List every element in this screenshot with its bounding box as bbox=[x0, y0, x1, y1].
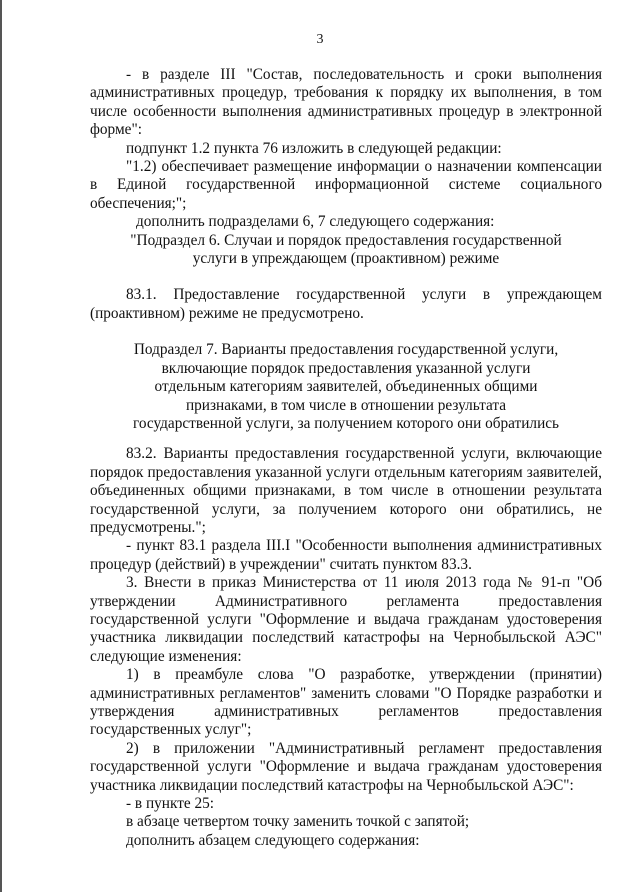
paragraph-add-subsections: дополнить подразделами 6, 7 следующего содержания: bbox=[136, 213, 495, 231]
paragraph-83-1: 83.1. Предоставление государственной услуги в упреждающем (проактивном) режиме не предусмотрено. bbox=[90, 286, 602, 322]
document-body bbox=[90, 66, 602, 850]
page-number: 3 bbox=[316, 32, 324, 47]
paragraph-section-iii: - в разделе III "Состав, последовательность и сроки выполнения административных процедур, требования к порядку их выполнения, в том числе особенности выполнения административных процедур в электронной форме": bbox=[90, 66, 602, 139]
paragraph-83-2: 83.2. Варианты предоставления государственной услуги, включающие порядок предоставления указанной услуги отдельным категориям заявителей, объединенных общими признаками, в том числе в отношении результата государственной услуги, за получением которого они обратились, не предусмотрены."; bbox=[90, 445, 602, 536]
paragraph-83-1-renumber: - пункт 83.1 раздела III.I "Особенности выполнения административных процедур (действий) в учреждении" считать пунктом 83.3. bbox=[90, 537, 602, 573]
paragraph-abzac-4: в абзаце четвертом точку заменить точкой с запятой; bbox=[126, 813, 470, 831]
paragraph-appendix-change: 2) в приложении "Административный регламент предоставления государственной услуги "Оформление и выдача гражданам удостоверения участника ликвидации последствий катастрофы на Чернобыльской АЭС": bbox=[90, 739, 602, 794]
page-edge-line bbox=[0, 0, 2, 892]
paragraph-point-25: - в пункте 25: bbox=[126, 795, 215, 813]
paragraph-subpoint-instruction: подпункт 1.2 пункта 76 изложить в следующей редакции: bbox=[126, 139, 502, 157]
paragraph-add-abzac: дополнить абзацем следующего содержания: bbox=[126, 831, 420, 849]
paragraph-preamble-change: 1) в преамбуле слова "О разработке, утверждении (принятии) административных регламентов" заменить словами "О Порядке разработки и утверждения административных регламентов предоставления государственных услуг"; bbox=[90, 666, 602, 739]
subsection-6-heading: "Подраздел 6. Случаи и порядок предоставления государственной услуги в упреждающем (проактивном) режиме bbox=[130, 231, 562, 268]
paragraph-order-amendment: 3. Внести в приказ Министерства от 11 июля 2013 года № 91-п "Об утверждении Административного регламента предоставления государственной услуги "Оформление и выдача гражданам удостоверения участника ликвидации последствий катастрофы на Чернобыльской АЭС" следующие изменения: bbox=[90, 574, 602, 665]
subsection-7-heading: Подраздел 7. Варианты предоставления государственной услуги, включающие порядок предоставления указанной услуги отдельным категориям заявителей, объединенных общими признаками, в том числе в отношении результата государственной услуги, за получением которого они обратились bbox=[132, 341, 560, 432]
paragraph-subpoint-text: "1.2) обеспечивает размещение информации о назначении компенсации в Единой государственной информационной системе социального обеспечения;"; bbox=[90, 158, 602, 212]
